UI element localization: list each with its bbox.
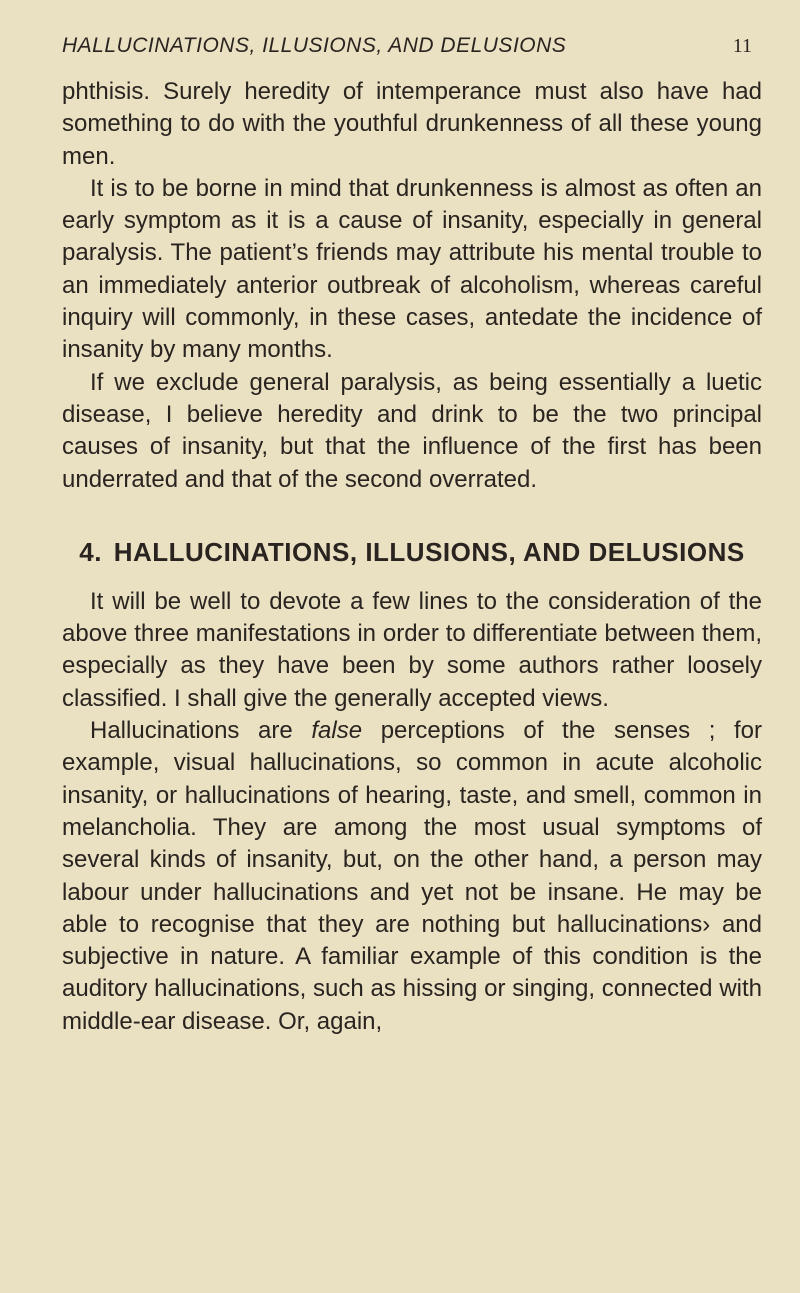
hallucinations-text-end: perceptions of the senses ; for example, visual hallucinations, so common in acute alcoholic insanity, or hallucinations of hearing, taste, and smell, common in melancholia. They are among the most usual symptoms of several kinds of insanity, but, on the other hand, a person may labour under hallucinations and yet not be insane. He may be able to recognise that they are nothing but hallucinations› and subjective in nature. A familiar example of this condition is the auditory hallucinations, such as hissing or singing, connected with middle-ear disease. Or, again, bbox=[62, 717, 762, 1035]
page-number: 11 bbox=[732, 35, 752, 57]
section-title: HALLUCINATIONS, ILLUSIONS, AND DELUSIONS bbox=[113, 536, 745, 567]
body-text bbox=[62, 76, 762, 1038]
paragraph-drunkenness-symptom: It is to be borne in mind that drunkenness is almost as often an early symptom as it is a cause of insanity, especially in general paralysis. The patient’s friends may attribute his mental trouble to an immediately anterior outbreak of alcoholism, whereas careful inquiry will commonly, in these cases, antedate the incidence of insanity by many months. bbox=[62, 174, 762, 364]
hallucinations-text-start: Hallucinations are bbox=[90, 717, 312, 745]
paragraph-continuation: phthisis. Surely heredity of intemperance must also have had something to do with the youthful drunkenness of all these young men. bbox=[62, 78, 762, 170]
section-heading bbox=[62, 536, 762, 568]
paragraph-hallucinations bbox=[62, 715, 762, 1038]
paragraph-principal-causes: If we exclude general paralysis, as being essentially a luetic disease, I believe heredity and drink to be the two principal causes of insanity, but that the influence of the first has been underrated and that of the second overrated. bbox=[62, 368, 762, 493]
section-number: 4. bbox=[79, 536, 102, 567]
paragraph-introduction: It will be well to devote a few lines to the consideration of the above three manifestations in order to differentiate between them, especially as they have been by some authors rather loosely classified. I shall give the generally accepted views. bbox=[62, 587, 762, 712]
section-body bbox=[62, 586, 762, 1038]
running-head bbox=[62, 0, 762, 62]
italic-word-false: false bbox=[311, 717, 363, 745]
running-title: HALLUCINATIONS, ILLUSIONS, AND DELUSIONS bbox=[62, 34, 567, 57]
